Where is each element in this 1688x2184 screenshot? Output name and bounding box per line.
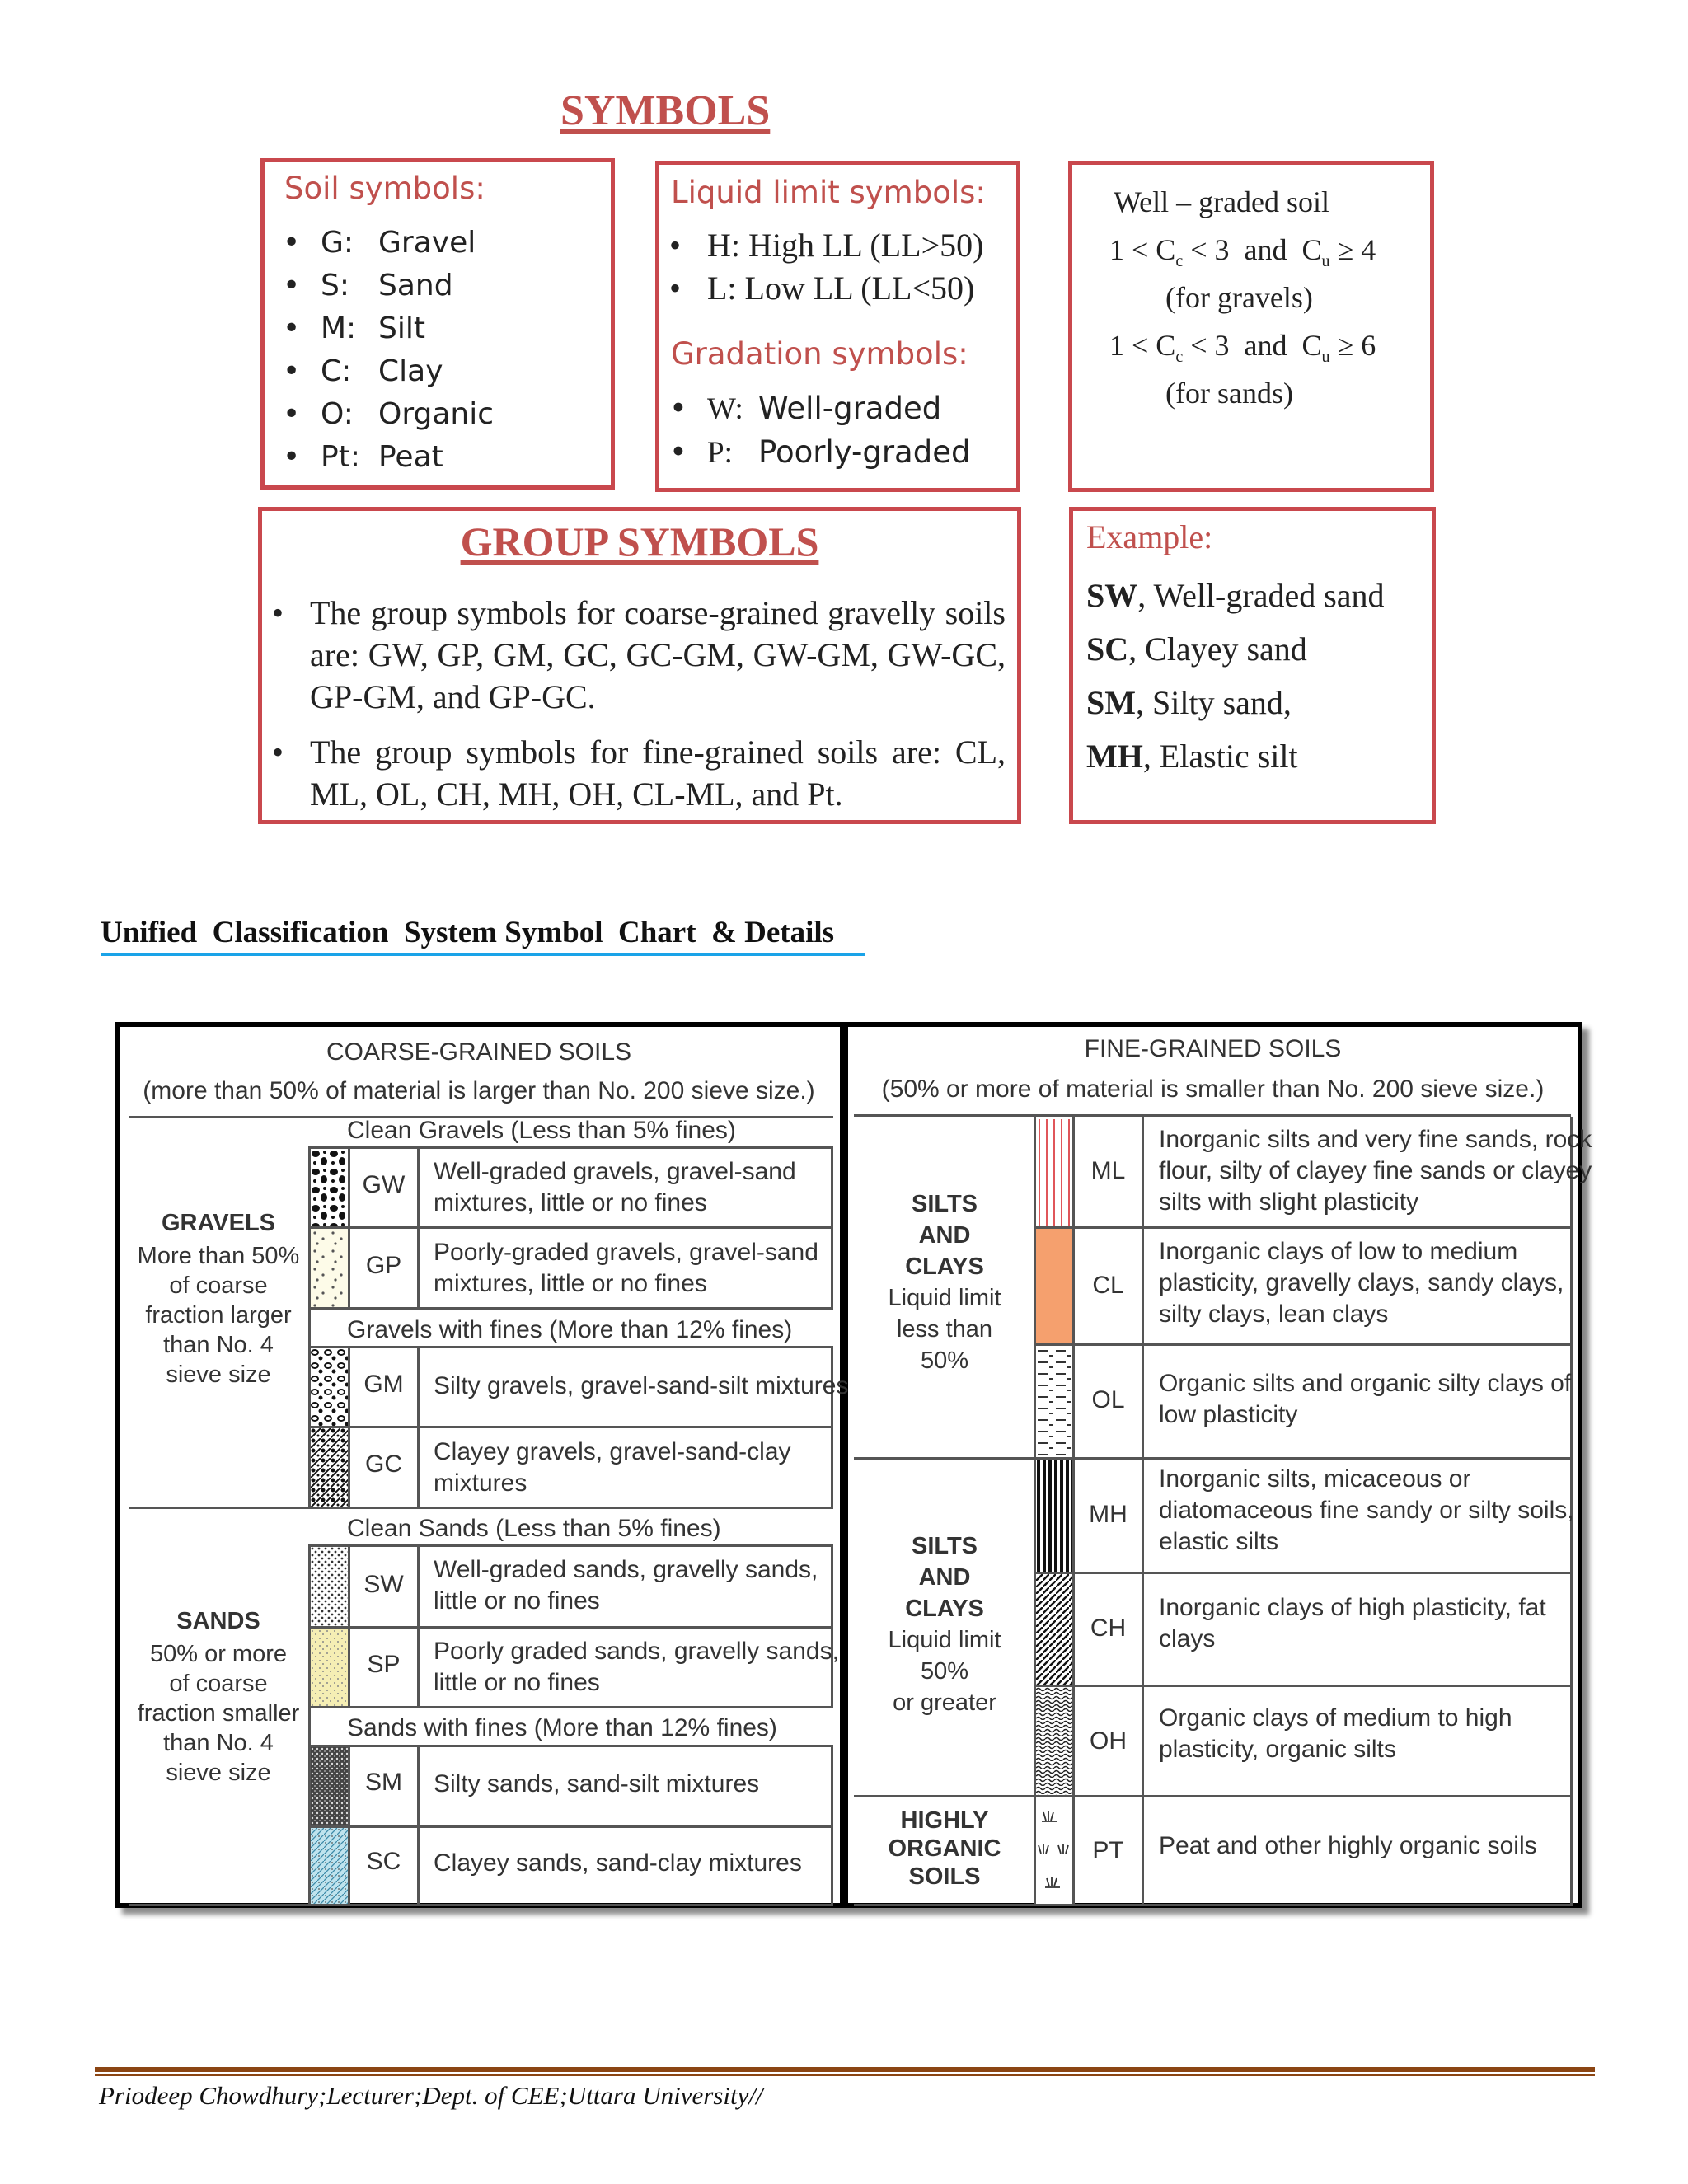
cl-pattern-swatch [1036, 1229, 1072, 1343]
symbols-title: SYMBOLS [560, 87, 771, 134]
gravels-group-label: GRAVELS More than 50% of coarse fraction larger than No. 4 sieve size [137, 1210, 300, 1388]
sc-pattern-swatch [311, 1828, 348, 1904]
clean-gravels-label: Clean Gravels (Less than 5% fines) [347, 1117, 736, 1144]
coarse-title: COARSE-GRAINED SOILS [326, 1038, 632, 1066]
fine-subtitle: (50% or more of material is smaller than No. 200 sieve size.) [881, 1076, 1545, 1103]
group-symbols-bullet: • The group symbols for fine-grained soils are: CL, ML, OL, CH, MH, OH, CL-ML, and Pt. [262, 731, 1006, 815]
gradation-list [659, 387, 970, 475]
coarse-description: Silty gravels, gravel-sand-silt mixtures [434, 1372, 849, 1399]
fine-description: Inorganic clays of low to medium plasticity, gravelly clays, sandy clays, silty clays, lean clays [1159, 1238, 1564, 1328]
coarse-symbol: SP [367, 1651, 401, 1678]
soil-symbol-item: • G: Gravel [273, 222, 494, 265]
section-title: Unified Classification System Symbol Chart & Details [101, 916, 835, 949]
example-item: MH, Elastic silt [1086, 738, 1298, 775]
coarse-description: Well-graded sands, gravelly sands, little or no fines [434, 1556, 818, 1615]
ch-pattern-swatch [1036, 1574, 1072, 1685]
sand-condition: $1 < C_c < 3$ and $C_u \ge 6$ [1109, 329, 1376, 367]
well-graded-title: Well – graded soil [1114, 185, 1330, 218]
soil-symbols-box [260, 158, 615, 490]
liquid-limit-box [655, 161, 1020, 492]
coarse-subtitle: (more than 50% of material is larger than No. 200 sieve size.) [143, 1077, 815, 1104]
group-symbols-list [262, 592, 1006, 815]
oh-pattern-swatch [1036, 1687, 1072, 1795]
soil-symbol-item: • Pt: Peat [273, 436, 494, 479]
group-symbols-box [258, 507, 1021, 824]
ol-pattern-swatch [1036, 1346, 1072, 1457]
example-list [1086, 569, 1385, 783]
coarse-symbol: GW [362, 1171, 406, 1198]
fine-symbol: OH [1090, 1727, 1127, 1755]
sp-pattern-swatch [311, 1629, 348, 1706]
uscs-chart [115, 1022, 1592, 1908]
liquid-limit-item: • H: High LL (LL>50) [659, 224, 983, 267]
gm-pattern-swatch [311, 1348, 348, 1426]
coarse-symbol: GC [365, 1451, 402, 1478]
fine-description: Organic clays of medium to high plasticity, organic silts [1159, 1704, 1512, 1763]
coarse-description: Poorly graded sands, gravelly sands, little or no fines [434, 1638, 839, 1696]
gw-pattern-swatch [311, 1149, 348, 1226]
sand-note: (for sands) [1165, 377, 1293, 410]
soil-symbol-item: • S: Sand [273, 265, 494, 307]
fine-description: Peat and other highly organic soils [1159, 1832, 1537, 1859]
example-item: SC, Clayey sand [1086, 630, 1307, 668]
soil-symbol-item: • M: Silt [273, 307, 494, 350]
pt-pattern-swatch [1036, 1797, 1072, 1904]
sw-pattern-swatch [311, 1547, 348, 1626]
gradation-item: • W: Well-graded [659, 387, 970, 431]
example-heading: Example: [1086, 518, 1213, 555]
fine-description: Organic silts and organic silty clays of low plasticity [1159, 1370, 1572, 1428]
gravel-note: (for gravels) [1165, 281, 1313, 314]
fine-description: Inorganic clays of high plasticity, fat clays [1159, 1594, 1546, 1652]
coarse-symbol: SM [365, 1769, 402, 1796]
ml-pattern-swatch [1036, 1119, 1072, 1226]
coarse-description: Poorly-graded gravels, gravel-sand mixtures, little or no fines [434, 1239, 818, 1297]
fine-symbol: ML [1090, 1157, 1126, 1184]
footer-text: Priodeep Chowdhury;Lecturer;Dept. of CEE;Uttara University// [99, 2081, 763, 2110]
group-symbols-title: GROUP SYMBOLS [460, 518, 819, 565]
gravels-fines-label: Gravels with fines (More than 12% fines) [347, 1316, 793, 1343]
liquid-limit-heading: Liquid limit symbols: [671, 175, 986, 210]
silts-clays-high-label: SILTS AND CLAYS Liquid limit 50% or greater [888, 1533, 1001, 1716]
fine-symbol: PT [1092, 1837, 1124, 1864]
coarse-description: Silty sands, sand-silt mixtures [434, 1770, 760, 1797]
gravel-condition: $1 < C_c < 3$ and $C_u \ge 4$ [1109, 233, 1376, 271]
fine-symbol: OL [1091, 1386, 1125, 1413]
fine-description: Inorganic silts and very fine sands, rock flour, silty of clayey fine sands or clayey silts with slight plasticity [1159, 1126, 1592, 1216]
fine-symbol: CL [1092, 1272, 1124, 1299]
gradation-heading: Gradation symbols: [671, 336, 968, 372]
fine-title: FINE-GRAINED SOILS [1084, 1035, 1342, 1062]
well-graded-box [1068, 161, 1434, 492]
footer-rule [95, 2067, 1595, 2072]
fine-symbol: MH [1089, 1501, 1128, 1528]
fine-description: Inorganic silts, micaceous or diatomaceous fine sandy or silty soils, elastic silts [1159, 1465, 1574, 1555]
coarse-symbol: GM [363, 1371, 404, 1398]
silts-clays-low-label: SILTS AND CLAYS Liquid limit less than 50% [888, 1191, 1001, 1374]
soil-symbols-list [273, 222, 494, 479]
example-item: SM, Silty sand, [1086, 684, 1292, 721]
footer-rule-thin [95, 2074, 1595, 2076]
sm-pattern-swatch [311, 1747, 348, 1825]
coarse-description: Clayey gravels, gravel-sand-clay mixtures [434, 1438, 791, 1497]
coarse-description: Well-graded gravels, gravel-sand mixtures, little or no fines [434, 1158, 796, 1216]
sands-group-label: SANDS 50% or more of coarse fraction smaller than No. 4 sieve size [137, 1608, 300, 1786]
sands-fines-label: Sands with fines (More than 12% fines) [347, 1714, 777, 1741]
example-item: SW, Well-graded sand [1086, 577, 1385, 614]
soil-symbol-item: • C: Clay [273, 350, 494, 393]
soil-symbols-heading: Soil symbols: [284, 171, 485, 206]
liquid-limit-item: • L: Low LL (LL<50) [659, 267, 983, 310]
coarse-symbol: GP [365, 1252, 402, 1279]
coarse-symbol: SW [363, 1571, 404, 1598]
clean-sands-label: Clean Sands (Less than 5% fines) [347, 1515, 721, 1542]
mh-pattern-swatch [1036, 1460, 1072, 1572]
group-symbols-bullet: • The group symbols for coarse-grained gravelly soils are: GW, GP, GM, GC, GC-GM, GW-GM, GW-GC, GP-GM, and GP-GC. [262, 592, 1006, 718]
highly-organic-label: HIGHLY ORGANIC SOILS [888, 1807, 1001, 1890]
coarse-symbol: SC [366, 1848, 401, 1875]
example-box [1069, 507, 1436, 824]
coarse-description: Clayey sands, sand-clay mixtures [434, 1849, 802, 1877]
gc-pattern-swatch [311, 1428, 348, 1507]
center-divider [840, 1027, 848, 1903]
gradation-item: • P: Poorly-graded [659, 431, 970, 475]
fine-symbol: CH [1090, 1615, 1127, 1642]
gp-pattern-swatch [311, 1229, 348, 1307]
section-title-underline [101, 953, 865, 956]
liquid-limit-list [659, 224, 983, 310]
soil-symbol-item: • O: Organic [273, 393, 494, 436]
